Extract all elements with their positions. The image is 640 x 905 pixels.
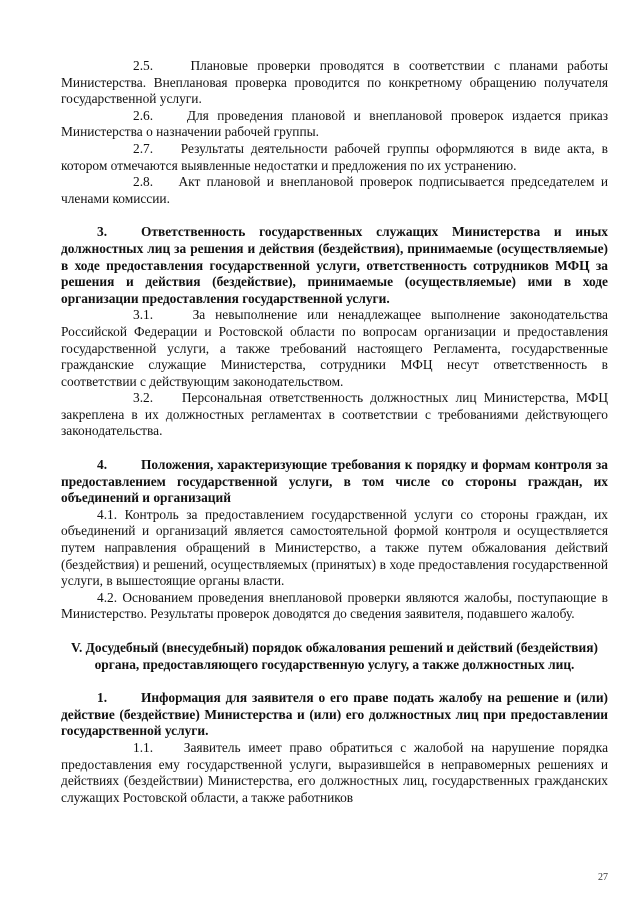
paragraph-text: Персональная ответственность должностных лиц Министерства, МФЦ закреплена в их должностных регламентах в соответствии с требованиями действующего законодательства. bbox=[61, 390, 608, 439]
paragraph-number: 1.1. bbox=[133, 739, 154, 755]
section-title: Ответственность государственных служащих Министерства и иных должностных лиц за решения и действия (бездействия), принимаемые (осуществляемые) в ходе предоставления государственной услуги, ответственность сотрудников МФЦ за решения и действия (бездействие), принимаемые (осуществляемые) ими в ходе организации предоставления государственной услуги. bbox=[61, 224, 608, 306]
paragraph-2-8 bbox=[61, 174, 608, 207]
paragraph-number: 2.5. bbox=[133, 58, 154, 73]
paragraph-text: Для проведения плановой и внеплановой проверок издается приказ Министерства о назначении рабочей группы. bbox=[61, 107, 608, 140]
section-number: 4. bbox=[97, 457, 108, 473]
paragraph-4-2: 4.2. Основанием проведения внеплановой проверки являются жалобы, поступающие в Министерство. Результаты проверок доводятся до сведения заявителя, подавшего жалобу. bbox=[61, 589, 608, 622]
section-5-1-heading bbox=[61, 690, 608, 740]
paragraph-text: Акт плановой и внеплановой проверок подписывается председателем и членами комиссии. bbox=[61, 174, 608, 206]
section-3-heading bbox=[61, 224, 608, 307]
section-number: 3. bbox=[97, 224, 108, 240]
section-5-title: V. Досудебный (внесудебный) порядок обжалования решений и действий (бездействия) органа, предоставляющего государственную услугу, а также должностных лиц. bbox=[71, 640, 598, 672]
paragraph-number: 3.2. bbox=[133, 390, 154, 406]
paragraph-4-1: 4.1. Контроль за предоставлением государственной услуги со стороны граждан, их объединений и организаций является самостоятельной формой контроля и осуществляется путем направления обращений в Министерство, а также путем обжалования действий (бездействия) и решений, осуществляемых (принятых) в ходе предоставления государственной услуги, в вышестоящие органы власти. bbox=[61, 506, 608, 589]
paragraph-2-6 bbox=[61, 108, 608, 141]
section-4-heading bbox=[61, 457, 608, 507]
paragraph-text: Плановые проверки проводятся в соответствии с планами работы Министерства. Внеплановая проверка проводится по конкретному обращению получателя государственной услуги. bbox=[61, 58, 608, 107]
paragraph-3-2 bbox=[61, 390, 608, 440]
paragraph-3-1 bbox=[61, 307, 608, 390]
paragraph-1-1 bbox=[61, 740, 608, 806]
paragraph-number: 2.6. bbox=[133, 107, 154, 123]
paragraph-2-5 bbox=[61, 58, 608, 108]
document-page bbox=[61, 58, 608, 806]
section-title: Информация для заявителя о его праве подать жалобу на решение и (или) действие (бездействие) Министерства и (или) его должностных лиц при предоставлении государственной услуги. bbox=[61, 690, 608, 739]
paragraph-number: 3.1. bbox=[133, 307, 154, 323]
paragraph-text: За невыполнение или ненадлежащее выполнение законодательства Российской Федерации и Ростовской области по вопросам организации и предоставления государственной услуги, а также требований настоящего Регламента, государственные гражданские служащие Министерства, сотрудники МФЦ несут ответственность в соответствии с действующим законодательством. bbox=[61, 307, 608, 389]
paragraph-2-7 bbox=[61, 141, 608, 174]
section-number: 1. bbox=[97, 690, 108, 706]
paragraph-text: Результаты деятельности рабочей группы оформляются в виде акта, в котором отмечаются выявленные недостатки и предложения по их устранению. bbox=[61, 140, 609, 173]
paragraph-number: 2.7. bbox=[133, 140, 154, 156]
page-number: 27 bbox=[598, 872, 608, 883]
section-title: Положения, характеризующие требования к порядку и формам контроля за предоставлением государственной услуги, в том числе со стороны граждан, их объединений и организаций bbox=[61, 457, 608, 506]
paragraph-text: Заявитель имеет право обратиться с жалобой на нарушение порядка предоставления ему государственной услуги, выразившейся в неправомерных решениях и действиях (бездействии) Министерства, его должностных лиц, государственных гражданских служащих Ростовской области, а также работников bbox=[61, 739, 609, 805]
paragraph-number: 2.8. bbox=[133, 174, 154, 190]
